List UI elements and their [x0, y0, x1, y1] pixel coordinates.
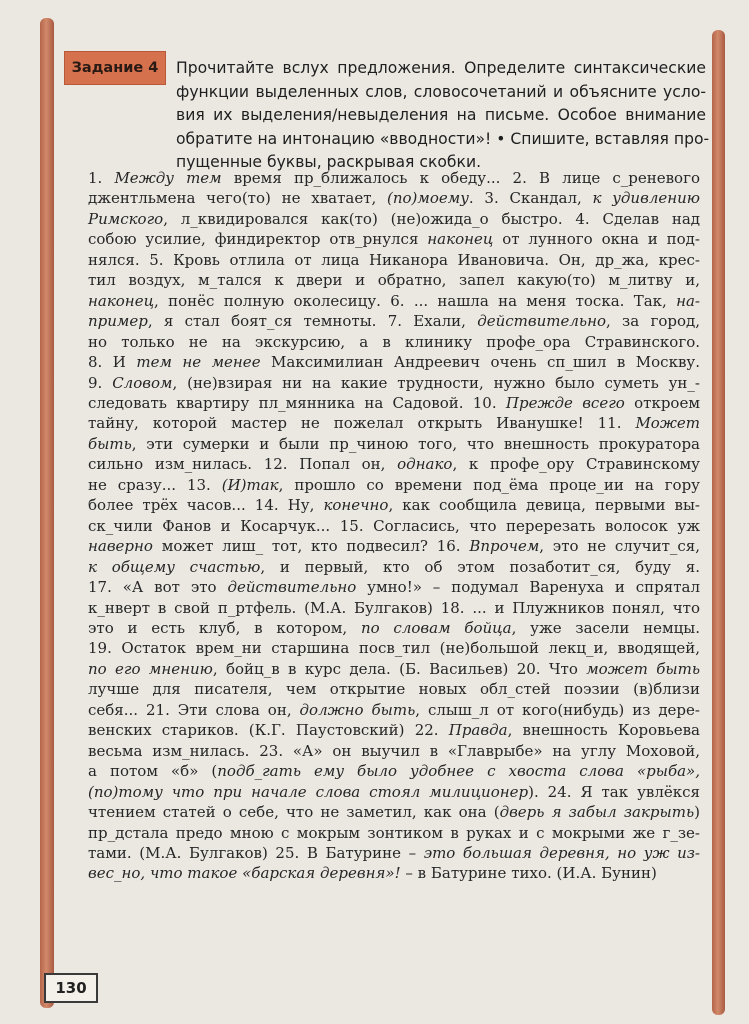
text-line	[88, 863, 700, 883]
text-segment: тами. (М.А. Булгаков) 25. В Батурине –	[88, 843, 424, 862]
highlighted-phrase: вес_но, что такое «барская деревня»!	[88, 864, 401, 883]
highlighted-phrase: должно быть	[299, 700, 416, 719]
text-line	[88, 823, 700, 843]
text-segment: не сразу... 13.	[88, 475, 222, 494]
highlighted-phrase: Может	[635, 414, 700, 433]
text-segment: , и первый, кто об этом позаботит_ся, буду я.	[260, 557, 700, 576]
highlighted-phrase: к общему счастью	[88, 557, 261, 576]
text-segment: 1.	[88, 169, 115, 187]
text-segment: сильно изм_нилась. 12. Попал он,	[88, 455, 398, 474]
text-line	[88, 373, 700, 393]
text-segment: но только не на экскурсию, а в клинику профе_ора Стравинского.	[88, 332, 700, 351]
text-line	[88, 761, 700, 781]
highlighted-phrase: подб_гать ему было удобнее с хвоста слова «рыба»,	[217, 762, 700, 781]
text-line	[88, 495, 700, 515]
text-segment: время пр_ближалось к обеду... 2. В лице с_реневого	[221, 169, 700, 187]
text-line	[88, 782, 700, 802]
left-margin-bar	[40, 18, 54, 1008]
highlighted-phrase: Впрочем	[469, 537, 540, 556]
text-segment: более трёх часов... 14. Ну,	[88, 496, 324, 515]
text-line	[88, 209, 700, 229]
text-segment: – в Батурине тихо. (И.А. Бунин)	[400, 864, 657, 883]
text-line	[88, 516, 700, 536]
highlighted-phrase: на-	[676, 291, 700, 310]
text-line	[88, 557, 700, 577]
text-segment: . 3. Скандал,	[468, 189, 593, 208]
text-segment: собою усилие, финдиректор отв_рнулся	[88, 230, 428, 249]
text-segment: ). 24. Я так увлёкся	[528, 782, 700, 801]
text-line	[88, 434, 700, 454]
text-segment: лучше для писателя, чем открытие новых обл_стей поэзии (в)близи	[88, 680, 700, 699]
text-line	[88, 802, 700, 822]
text-line	[88, 250, 700, 270]
text-segment: 9.	[88, 373, 113, 392]
text-segment: Максимилиан Андреевич очень сп_шил в Москву.	[260, 353, 700, 372]
text-segment: , бойц_в в курс дела. (Б. Васильев) 20. Что	[212, 659, 587, 678]
highlighted-phrase: (И)так	[221, 475, 279, 494]
text-segment: 17. «А вот это	[88, 578, 228, 597]
highlighted-phrase: (по)тому что при начале слова стоял милиционер	[88, 782, 529, 801]
text-segment: , за город,	[606, 312, 700, 331]
text-segment: , внешность Коровьева	[507, 721, 700, 740]
highlighted-phrase: тем не менее	[136, 353, 261, 372]
instruction-line: Прочитайте вслух предложения. Определите синтаксические	[176, 59, 706, 77]
task-badge: Задание 4	[64, 51, 166, 85]
text-segment: , л_квидировался как(то) (не)ожида_о быстро. 4. Сделав над	[163, 209, 700, 228]
text-segment: 19. Остаток врем_ни старшина посв_тил (не)большой лекц_и, вводящей,	[88, 639, 700, 658]
text-line	[88, 291, 700, 311]
text-segment: , понёс полную околесицу. 6. ... нашла на меня тоска. Так,	[154, 291, 677, 310]
text-segment: от лунного окна и под-	[493, 230, 700, 249]
instruction-line: обратите на интонацию «вводности»! • Спишите, вставляя про-	[176, 129, 710, 148]
text-segment: 8. И	[88, 353, 137, 372]
text-line	[88, 454, 700, 474]
instruction-line: функции выделенных слов, словосочетаний и объясните усло-	[176, 82, 706, 101]
highlighted-phrase: Словом	[112, 373, 173, 392]
text-line	[88, 311, 700, 331]
text-segment: , это не случит_ся,	[539, 537, 701, 556]
highlighted-phrase: Правда	[448, 721, 508, 740]
text-segment: это и есть клуб, в котором,	[88, 618, 361, 637]
text-segment: , к профе_ору Стравинскому	[452, 455, 701, 474]
text-segment: а потом «б» (	[88, 762, 218, 781]
highlighted-phrase: быть	[88, 434, 132, 453]
text-line	[88, 475, 700, 495]
highlighted-phrase: это большая деревня, но уж из-	[423, 843, 700, 862]
text-line	[88, 536, 700, 556]
text-line	[88, 741, 700, 761]
text-segment: тил воздух, м_тался к двери и обратно, запел какую(то) м_литву и,	[88, 271, 700, 290]
text-segment: откроем	[624, 393, 700, 412]
text-line	[88, 168, 700, 188]
text-segment: следовать квартиру пл_мянника на Садовой. 10.	[88, 393, 506, 412]
text-segment: нялся. 5. Кровь отлила от лица Никанора Ивановича. Он, др_жа, крес-	[88, 250, 700, 269]
highlighted-phrase: наконец	[427, 230, 494, 249]
text-segment: , я стал боят_ся темноты. 7. Ехали,	[147, 312, 478, 331]
text-line	[88, 229, 700, 249]
highlighted-phrase: наверно	[88, 537, 153, 556]
text-line	[88, 352, 700, 372]
text-line	[88, 577, 700, 597]
page-number: 130	[44, 973, 98, 1003]
text-segment: , (не)взирая ни на какие трудности, нужно было суметь ун_-	[172, 373, 700, 392]
highlighted-phrase: наконец	[88, 291, 155, 310]
text-segment: тайну, которой мастер не пожелал открыть Иванушке! 11.	[88, 414, 636, 433]
text-segment: , прошло со времени под_ёма проце_ии на гору	[278, 475, 700, 494]
text-segment: может лиш_ тот, кто подвесил? 16.	[152, 537, 470, 556]
right-margin-bar	[712, 30, 725, 1015]
highlighted-phrase: по его мнению	[88, 659, 213, 678]
instruction-line: вия их выделения/невыделения на письме. Особое внимание	[176, 106, 706, 124]
text-line	[88, 188, 700, 208]
text-segment: , эти сумерки и были пр_чиною того, что внешность прокуратора	[131, 434, 700, 453]
highlighted-phrase: (по)моему	[387, 189, 469, 208]
text-line	[88, 598, 700, 618]
highlighted-phrase: действительно	[227, 578, 357, 597]
text-segment: венских стариков. (К.Г. Паустовский) 22.	[88, 721, 449, 740]
text-segment: пр_дстала предо мною с мокрым зонтиком в руках и с мокрыми же г_зе-	[88, 823, 700, 842]
text-line	[88, 413, 700, 433]
text-segment: )	[694, 803, 700, 822]
instruction-line: пущенные буквы, раскрывая скобки.	[176, 153, 482, 171]
text-line	[88, 843, 700, 863]
highlighted-phrase: по словам бойца	[360, 618, 512, 637]
text-segment: умно!» – подумал Варенуха и спрятал	[356, 578, 701, 597]
text-line	[88, 618, 700, 638]
text-segment: к_нверт в свой п_ртфель. (М.А. Булгаков) 18. ... и Плужников понял, что	[88, 598, 700, 617]
highlighted-phrase: действительно	[477, 312, 607, 331]
exercise-text	[88, 168, 700, 884]
highlighted-phrase: Прежде всего	[505, 393, 625, 412]
text-line	[88, 659, 700, 679]
text-line	[88, 720, 700, 740]
text-line	[88, 270, 700, 290]
text-line	[88, 679, 700, 699]
highlighted-phrase: дверь я забыл закрыть	[499, 803, 695, 822]
task-instruction	[176, 57, 710, 175]
highlighted-phrase: Между тем	[114, 169, 222, 187]
text-line	[88, 393, 700, 413]
text-segment: , слыш_л от кого(нибудь) из дере-	[415, 700, 700, 719]
text-segment: джентльмена чего(то) не хватает,	[88, 189, 388, 208]
highlighted-phrase: может быть	[586, 659, 700, 678]
highlighted-phrase: пример	[88, 312, 148, 331]
text-segment: себя... 21. Эти слова он,	[88, 700, 300, 719]
highlighted-phrase: к удивлению	[592, 189, 700, 208]
text-line	[88, 332, 700, 352]
text-line	[88, 700, 700, 720]
text-segment: чтением статей о себе, что не заметил, как она (	[88, 803, 500, 822]
text-segment: весьма изм_нилась. 23. «А» он выучил в «Главрыбе» на углу Моховой,	[88, 741, 700, 760]
text-segment: , уже засели немцы.	[511, 618, 701, 637]
highlighted-phrase: однако	[397, 455, 453, 474]
text-line	[88, 638, 700, 658]
highlighted-phrase: конечно	[323, 496, 389, 515]
text-segment: , как сообщила девица, первыми вы-	[388, 496, 700, 515]
highlighted-phrase: Римского	[88, 209, 164, 228]
text-segment: ск_чили Фанов и Косарчук... 15. Согласись, что перерезать волосок уж	[88, 516, 700, 535]
